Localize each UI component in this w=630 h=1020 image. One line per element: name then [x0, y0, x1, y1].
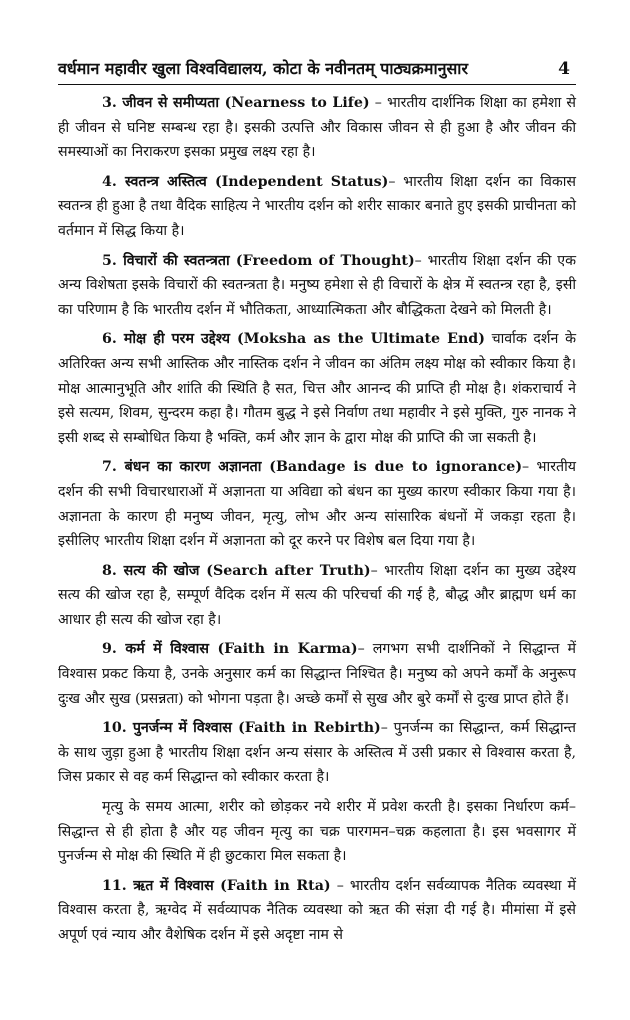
paragraph-faith-in-rebirth: [58, 716, 576, 790]
paragraph-body: – भारतीय शिक्षा दर्शन का मुख्य उद्देश्य सत्य की खोज रहा है, सम्पूर्ण वैदिक दर्शन में सत्य की परिचर्चा की गई है, बौद्ध और ब्राह्मण धर्म का आधार ही सत्य की खोज रहा है।: [58, 562, 576, 628]
paragraph-moksha: [58, 327, 576, 450]
paragraph-faith-in-rta: [58, 874, 576, 948]
paragraph-title: 6. मोक्ष ही परम उद्देश्य (Moksha as the Ultimate End): [102, 331, 485, 348]
paragraph-title: 5. विचारों की स्वतन्त्रता (Freedom of Thought): [102, 252, 415, 269]
page-header: [58, 58, 576, 85]
paragraph-bondage-ignorance: [58, 455, 576, 553]
paragraph-body: – भारतीय दर्शन की सभी विचारधाराओं में अज्ञानता या अविद्या को बंधन का मुख्य कारण स्वीकार किया गया है। अज्ञानता के कारण ही मनुष्य जीवन, मृत्यु, लोभ और अन्य सांसारिक बंधनों में जकड़ा रहता है। इसीलिए भारतीय शिक्षा दर्शन में अज्ञानता को दूर करने पर विशेष बल दिया गया है।: [58, 459, 576, 550]
paragraph-title: 8. सत्य की खोज (Search after Truth): [102, 562, 371, 579]
paragraph-title: 4. स्वतन्त्र अस्तित्व (Independent Status): [102, 173, 389, 190]
paragraph-body: – पुनर्जन्म का सिद्धान्त, कर्म सिद्धान्त के साथ जुड़ा हुआ है भारतीय शिक्षा दर्शन अन्य संसार के अस्तित्व में उसी प्रकार से विश्वास करता है, जिस प्रकार से वह कर्म सिद्धान्त को स्वीकार करता है।: [58, 720, 576, 786]
paragraph-title: 7. बंधन का कारण अज्ञानता (Bandage is due to ignorance): [102, 459, 523, 476]
paragraph-title: 3. जीवन से समीप्यता (Nearness to Life): [102, 95, 370, 111]
paragraph-faith-in-karma: [58, 637, 576, 711]
paragraph-body: मृत्यु के समय आत्मा, शरीर को छोड़कर नये शरीर में प्रवेश करती है। इसका निर्धारण कर्म–सिद्धान्त से ही होता है और यह जीवन मृत्यु का चक्र पारगमन–चक्र कहलाता है। इस भवसागर में पुनर्जन्म से मोक्ष की स्थिति में ही छुटकारा मिल सकता है।: [58, 799, 576, 865]
paragraph-nearness-to-life: [58, 91, 576, 165]
document-page: [58, 58, 576, 953]
paragraph-rebirth-continued: [58, 795, 576, 869]
paragraph-body: – भारतीय दर्शन सर्वव्यापक नैतिक व्यवस्था में विश्वास करता है, ऋग्वेद में सर्वव्यापक नैतिक व्यवस्था को ऋत की संज्ञा दी गई है। मीमांसा में इसे अपूर्ण एवं न्याय और वैशेषिक दर्शन में इसे अदृष्टा नाम से: [58, 877, 577, 943]
paragraph-body: – लगभग सभी दार्शनिकों ने सिद्धान्त में विश्वास प्रकट किया है, उनके अनुसार कर्म का सिद्धान्त निश्चित है। मनुष्य को अपने कर्मों के अनुरूप दुःख और सुख (प्रसन्नता) को भोगना पड़ता है। अच्छे कर्मों से सुख और बुरे कर्मों से दुःख प्राप्त होते हैं।: [58, 641, 577, 707]
paragraph-independent-status: [58, 170, 576, 244]
paragraph-body: – भारतीय शिक्षा दर्शन की एक अन्य विशेषता इसके विचारों की स्वतन्त्रता है। मनुष्य हमेशा से ही विचारों के क्षेत्र में स्वतन्त्र रहा है, इसी का परिणाम है कि भारतीय दर्शन में भौतिकता, आध्यात्मिकता और बौद्धिकता देखने को मिलती है।: [58, 252, 576, 318]
paragraph-body: – भारतीय दार्शनिक शिक्षा का हमेशा से ही जीवन से घनिष्ट सम्बन्ध रहा है। इसकी उत्पत्ति और विकास जीवन से ही हुआ है और जीवन की समस्याओं का निराकरण इसका प्रमुख लक्ष्य रहा है।: [58, 95, 576, 161]
page-number: 4: [558, 59, 570, 79]
paragraph-title: 9. कर्म में विश्वास (Faith in Karma): [102, 641, 358, 658]
paragraph-title: 11. ऋत में विश्वास (Faith in Rta): [102, 877, 331, 894]
header-title: वर्धमान महावीर खुला विश्वविद्यालय, कोटा के नवीनतम् पाठ्यक्रमानुसार: [58, 59, 468, 78]
paragraph-freedom-of-thought: [58, 249, 576, 323]
paragraph-title: 10. पुनर्जन्म में विश्वास (Faith in Rebirth): [102, 720, 381, 737]
paragraph-body: – भारतीय शिक्षा दर्शन का विकास स्वतन्त्र ही हुआ है तथा वैदिक साहित्य ने भारतीय दर्शन को शरीर साकार बनाते हुए इसकी प्राचीनता को वर्तमान में सिद्ध किया है।: [58, 173, 576, 239]
paragraph-body: चार्वाक दर्शन के अतिरिक्त अन्य सभी आस्तिक और नास्तिक दर्शन ने जीवन का अंतिम लक्ष्य मोक्ष को स्वीकार किया है। मोक्ष आत्मानुभूति और शांति की स्थिति है सत, चित्त और आनन्द की प्राप्ति ही मोक्ष है। शंकराचार्य ने इसे सत्यम, शिवम, सुन्दरम कहा है। गौतम बुद्ध ने इसे निर्वाण तथा महावीर ने इसे मुक्ति, गुरु नानक ने इसी शब्द से सम्बोधित किया है भक्ति, कर्म और ज्ञान के द्वारा मोक्ष की प्राप्ति की जा सकती है।: [58, 331, 576, 446]
paragraph-search-after-truth: [58, 559, 576, 633]
